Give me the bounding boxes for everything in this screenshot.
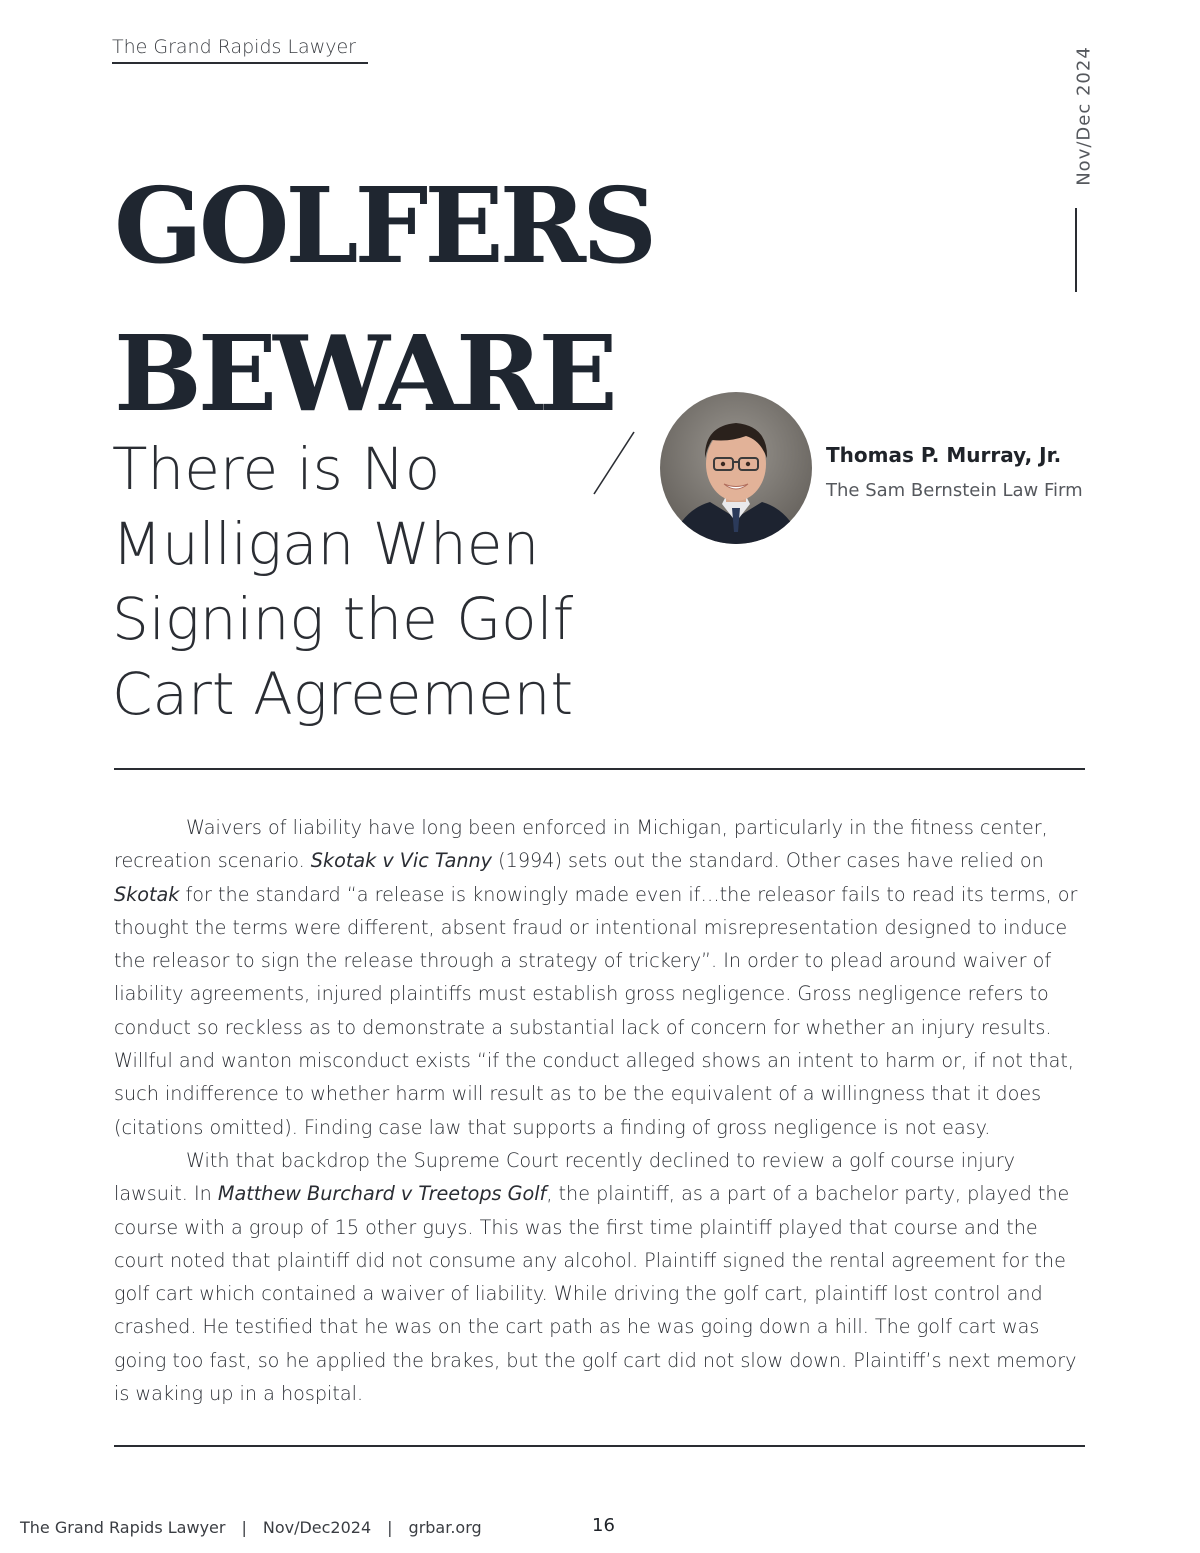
article-title (114, 152, 653, 448)
author-firm: The Sam Bernstein Law Firm (826, 480, 1083, 501)
paragraph-1 (114, 811, 1089, 1144)
body-text-run: Waivers of liability have long been enforced in Michigan, particularly in the fitness center, recreation scenario. (114, 816, 1048, 873)
body-text-run: With that backdrop the Supreme Court recently declined to review a golf course injury lawsuit. In (114, 1148, 1015, 1206)
slash-divider (590, 428, 638, 498)
body-text-run: , the plaintiff, as a part of a bachelor party, played the course with a group of 15 other guys. This was the first time plaintiff played that course and the court noted that plaintiff did not consume any alcohol. Plaintiff signed the rental agreement for the golf cart which contained a waiver of liability. While driving the golf cart, plaintiff lost control and crashed. He testified that he was on the cart path as he was going down a hill. The golf cart was going too fast, so he applied the brakes, but the golf cart did not slow down. Plaintiff’s next memory is waking up in a hospital. (114, 1182, 1077, 1406)
masthead-title: The Grand Rapids Lawyer (112, 36, 368, 64)
vertical-divider (1075, 208, 1077, 292)
body-text-run: (1994) sets out the standard. Other cases have relied on (492, 849, 1044, 873)
footer-website[interactable]: grbar.org (408, 1518, 482, 1537)
top-rule (114, 768, 1085, 770)
bottom-rule (114, 1445, 1085, 1447)
subtitle-line-4: Cart Agreement (112, 660, 574, 728)
case-citation: Skotak v Vic Tanny (310, 849, 493, 873)
footer-issue: Nov/Dec2024 (262, 1518, 372, 1537)
title-line-1: GOLFERS (114, 164, 654, 287)
case-citation: Skotak (114, 882, 180, 906)
issue-date-vertical: Nov/Dec 2024 (1073, 46, 1095, 186)
footer-publication: The Grand Rapids Lawyer (20, 1518, 226, 1537)
page-number: 16 (592, 1515, 615, 1536)
subtitle-line-3: Signing the Golf (112, 585, 574, 653)
article-body (114, 811, 1089, 1410)
author-photo (660, 392, 812, 544)
subtitle-line-1: There is No (112, 435, 441, 503)
paragraph-2 (114, 1144, 1089, 1410)
page-footer (20, 1518, 482, 1537)
subtitle-line-2: Mulligan When (112, 510, 540, 578)
case-citation: Matthew Burchard v Treetops Golf (217, 1182, 547, 1206)
author-name: Thomas P. Murray, Jr. (826, 443, 1062, 467)
article-subtitle (112, 432, 632, 732)
title-line-2: BEWARE (114, 312, 614, 435)
footer-separator: | (241, 1518, 247, 1537)
body-text-run: for the standard “a release is knowingly made even if…the releasor fails to read its terms, or thought the terms were different, absent fraud or intentional misrepresentation designed to induce the releasor to sign the release through a strategy of trickery”. In order to plead around waiver of liability agreements, injured plaintiffs must establish gross negligence. Gross negligence refers to conduct so reckless as to demonstrate a substantial lack of concern for whether an injury results. Willful and wanton misconduct exists “if the conduct alleged shows an intent to harm or, if not that, such indifference to whether harm will result as to be the equivalent of a willingness that it does (citations omitted). Finding case law that supports a finding of gross negligence is not easy. (114, 882, 1078, 1139)
footer-separator: | (387, 1518, 393, 1537)
